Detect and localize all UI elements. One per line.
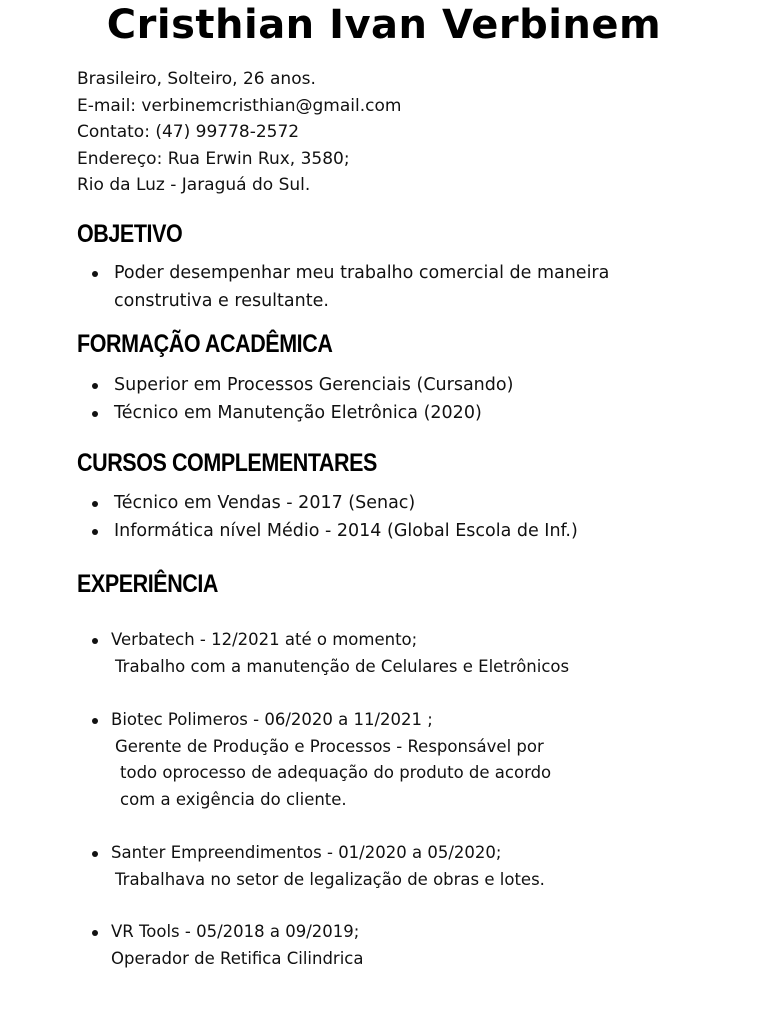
experience-detail: com a exigência do cliente. <box>120 789 347 809</box>
experience-detail: Trabalhava no setor de legalização de obras e lotes. <box>115 869 545 889</box>
info-line: Endereço: Rua Erwin Rux, 3580; <box>77 148 350 169</box>
info-line: Brasileiro, Solteiro, 26 anos. <box>77 69 316 89</box>
personal-info <box>77 66 401 199</box>
list-item: Técnico em Manutenção Eletrônica (2020) <box>90 399 513 427</box>
section-heading-objetivo: OBJETIVO <box>77 220 183 248</box>
objetivo-list <box>90 259 609 315</box>
experience-head: Santer Empreendimentos - 01/2020 a 05/2020; <box>90 840 545 867</box>
list-item: Superior em Processos Gerenciais (Cursando) <box>90 371 513 399</box>
experience-detail: Gerente de Produção e Processos - Responsável por <box>115 736 544 756</box>
info-line: Rio da Luz - Jaraguá do Sul. <box>77 175 311 195</box>
experience-detail: todo oprocesso de adequação do produto de acordo <box>120 763 552 782</box>
formacao-list <box>90 371 513 427</box>
section-heading-experiencia: EXPERIÊNCIA <box>77 570 219 598</box>
info-line: E-mail: verbinemcristhian@gmail.com <box>77 95 402 116</box>
list-item: Poder desempenhar meu trabalho comercial de maneira construtiva e resultante. <box>90 259 609 315</box>
cursos-list <box>90 489 578 545</box>
list-item: Técnico em Vendas - 2017 (Senac) <box>90 489 578 517</box>
experience-item <box>90 627 569 680</box>
experience-detail: Trabalho com a manutenção de Celulares e Eletrônicos <box>115 656 570 676</box>
experience-head: VR Tools - 05/2018 a 09/2019; <box>90 919 363 946</box>
section-heading-cursos: CURSOS COMPLEMENTARES <box>77 449 377 477</box>
experience-item <box>90 840 545 893</box>
experience-item <box>90 707 551 813</box>
info-line: Contato: (47) 99778-2572 <box>77 122 300 142</box>
experience-item <box>90 919 363 972</box>
section-heading-formacao: FORMAÇÃO ACADÊMICA <box>77 330 333 358</box>
list-item: Informática nível Médio - 2014 (Global Escola de Inf.) <box>90 517 578 545</box>
resume-name: Cristhian Ivan Verbinem <box>106 2 662 48</box>
experience-detail: Operador de Retifica Cilindrica <box>111 948 364 968</box>
experience-head: Biotec Polimeros - 06/2020 a 11/2021 ; <box>90 707 551 734</box>
experience-head: Verbatech - 12/2021 até o momento; <box>90 627 569 654</box>
